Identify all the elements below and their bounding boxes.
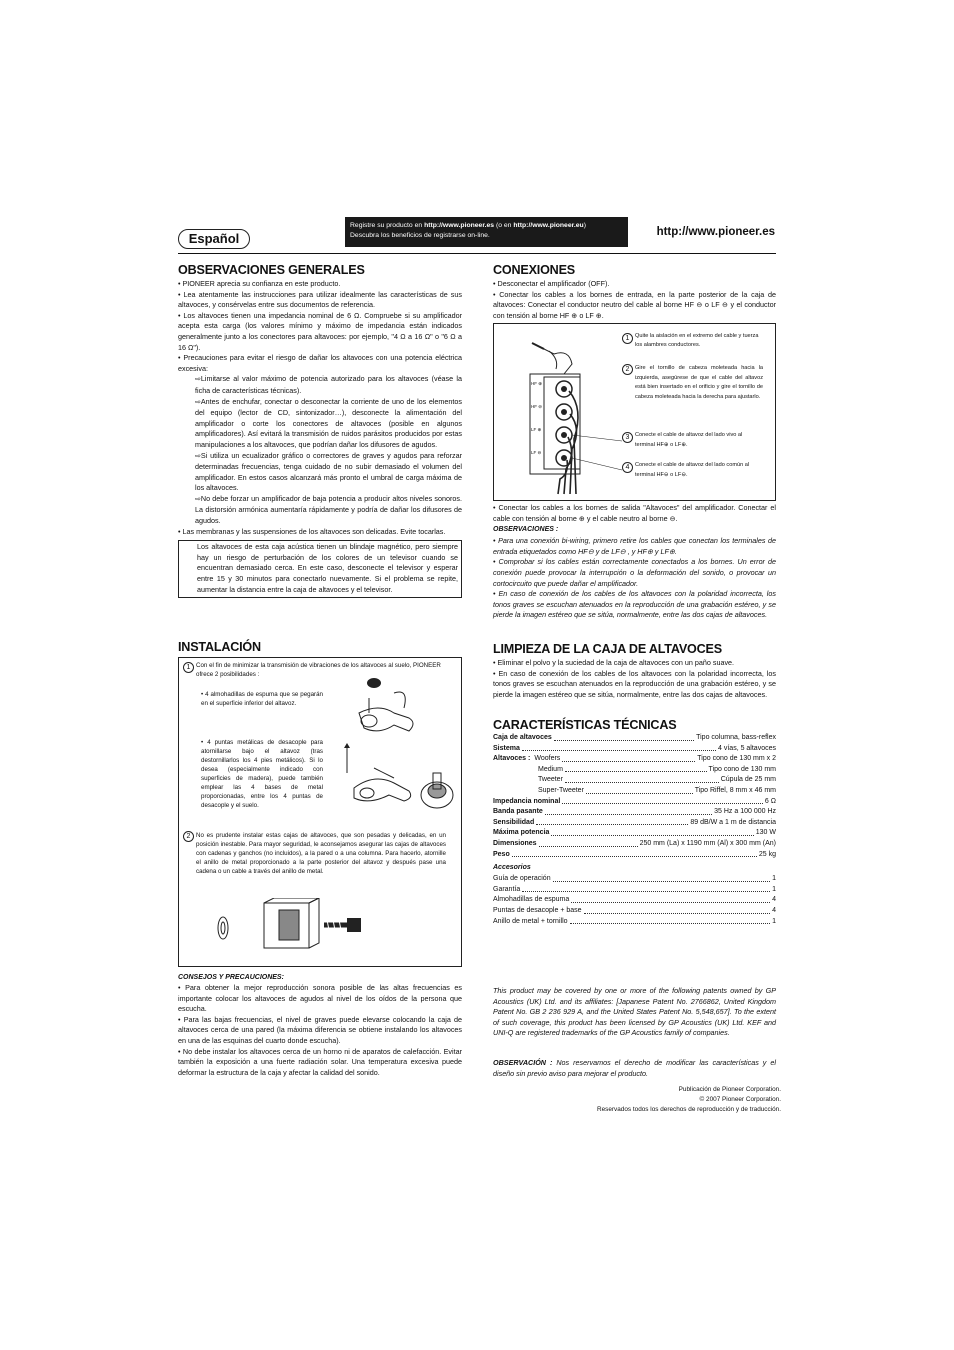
spec-row [493,754,776,765]
language-badge [178,229,250,249]
obs-sub2-text: Antes de enchufar, conectar o desconectar la corriente de uno de los elementos del equipo (lector de CD, sintonizador…), desconecte la alimentación del amplificador o corte los conectores de altavoces (posible en algunos amplificadores). Así evitará la transmisión de ruidos parásitos producidos por estas manipulaciones a los altavoces, que podrían dañar los difusores de agudos. [195,396,462,449]
registration-banner [345,217,628,247]
accessory-label: Guía de operación [493,875,551,883]
dot-leader [545,807,712,815]
terminal-illustration [504,329,624,499]
modification-note-label: OBSERVACIÓN : [493,1058,553,1067]
spec-value: 35 Hz a 100 000 Hz [714,808,776,816]
arrow-icon: ⇨ [195,376,201,384]
wall-anchor-illustration [209,898,379,958]
conn-obs-1: • Para una conexión bi-wiring, primero retire los cables que conectan los terminales de entrada etiquetados como HF⊖ y de LF⊖ , y HF⊕ y LF⊕. [493,536,776,556]
foot-illustration [339,673,459,823]
spec-label: Tweeter [538,776,563,784]
obs-sub1-text: Limitarse al valor máximo de potencia autorizado para los altavoces (véase la ficha de características técnicas). [195,374,462,395]
terminal-label-hf-plus: HF ⊕ [531,381,543,386]
header-rule [178,253,776,254]
spec-label: Sensibilidad [493,818,535,826]
spec-row [493,839,776,850]
spec-row [493,733,776,744]
accessory-label: Garantía [493,885,521,893]
spec-label: Banda pasante [493,808,543,816]
specs-table [493,733,776,860]
spec-value: 25 kg [758,850,776,858]
clean-p1: • Eliminar el polvo y la suciedad de la caja de altavoces con un paño suave. [493,658,735,667]
conn-p2: • Conectar los cables a los bornes de entrada, en la parte posterior de la caja de altavoces: Conectar el conductor neutro del cable al borne HF ⊖ o LF ⊖ y el conductor con tensión al borne HF ⊕ o LF ⊕. [493,289,776,320]
tips-section [178,973,462,1078]
spec-value: Tipo cono de 130 mm [708,765,776,773]
connections-section [493,263,776,321]
dot-leader [553,874,770,882]
dot-leader [554,733,694,741]
tips-p1: • Para obtener la mejor reproducción sonora posible de las altas frecuencias es importante colocar los altavoces de agudos al nivel de los oídos de la persona que escucha. [178,983,462,1014]
spec-value: 130 W [755,829,776,837]
register-url-es[interactable]: http://www.pioneer.es [424,222,495,229]
conn-p3: • Conectar los cables a los bornes de salida "Altavoces" del amplificador. Conectar el cable con tensión al borne ⊕ y el cable neutro al borne ⊖. [493,503,776,523]
obs-sub4 [178,494,462,527]
tv-warning-text: Los altavoces de esta caja acústica tienen un blindaje magnético, pero siempre hay un riesgo de perturbación de los colores de un televisor cuando se encuentran demasiado cerca. En este caso, desconecte el televisor y esperar entre 15 y 30 minutos para conectarlo nuevamente. Si el problema se repite, aumentar la distancia entre la caja de altavoces y el televisor. [197,542,458,594]
tv-warning-box [178,540,462,598]
conn-obs-title: OBSERVACIONES : [493,526,559,534]
language-label: Español [188,231,240,246]
spec-row [493,797,776,808]
accessory-quantity: 1 [772,875,776,883]
conn-step2-text: Gire el tornillo de cabeza moleteada hacia la izquierda, asegúrese de que el cable del altavoz está bien insertado en el orificio y gire el tornillo de cabeza moleteada hacia la derecha para ajustarlo. [635,365,763,400]
footer-rights: Reservados todos los derechos de reproducción y de traducción. [596,1106,781,1113]
modification-note [493,1058,776,1079]
accessory-quantity: 1 [772,885,776,893]
install-option-spikes: • 4 puntas metálicas de desacople para atornillarse bajo el altavoz (tras destornillarlos los 4 pies metálicos). Si lo desea (especialmente indicado con superficies de madera), puede también emplear las 4 bases de metal proporcionadas, entre los 4 puntas de desacople y el suelo. [201,739,323,809]
accessory-quantity: 1 [772,917,776,925]
obs-sub1 [178,374,462,396]
conn-step1-text: Quite la aislación en el extremo del cable y tuerza los alambres conductores. [635,333,759,348]
accessory-row [493,906,776,917]
footer-publisher: Publicación de Pioneer Corporation. [678,1086,781,1093]
conn-obs-2: • Comprobar si los cables están correctamente conectados a los bornes. Un error de conexión puede provocar la interrupción o la deformación del sonido, o provocar un cortocircuito que puede dañar el amplificador. [493,557,776,588]
spec-label: Dimensiones [493,839,537,847]
register-line2: Descubra los beneficios de registrarse on-line. [350,232,490,239]
section-title-conexiones: CONEXIONES [493,263,575,277]
spec-row [493,850,776,861]
accessory-quantity: 4 [772,906,776,914]
dot-leader [584,906,771,914]
accessory-label: Almohadillas de espuma [493,896,570,904]
footer-copyright: © 2007 Pioneer Corporation. [699,1096,781,1103]
terminal-label-lf-plus: LF ⊕ [531,427,542,432]
conn-p1: • Desconectar el amplificador (OFF). [493,279,610,288]
register-text-a: Registre su producto en [350,222,425,229]
footer [560,1085,781,1115]
section-title-caracteristicas: CARACTERÍSTICAS TÉCNICAS [493,718,677,732]
register-text-c: ) [583,222,586,229]
arrow-icon: ⇨ [195,452,201,460]
spec-row [493,818,776,829]
site-url[interactable]: http://www.pioneer.es [656,226,775,238]
spec-value: Cúpula de 25 mm [720,776,776,784]
dot-leader [570,917,771,925]
spec-label: Máxima potencia [493,829,550,837]
section-title-limpieza: LIMPIEZA DE LA CAJA DE ALTAVOCES [493,642,722,656]
accessories-table [493,874,776,927]
modification-note-text: Nos reservamos el derecho de modificar las características y el diseño sin previo aviso para mejorar el producto. [493,1058,776,1078]
dot-leader [512,850,757,858]
step-number-2: 2 [183,831,194,842]
spec-value: 89 dB/W a 1 m de distancia [690,818,776,826]
spec-row [493,786,776,797]
dot-leader [562,797,763,805]
connection-diagram-box [493,323,776,501]
terminal-label-hf-minus: HF ⊖ [531,404,543,409]
obs-p1: • PIONEER aprecia su confianza en este producto. [178,279,341,288]
patent-notice: This product may be covered by one or more of the following patents owned by GP Acoustics (UK) Ltd. and its affiliates: [Japanese Patent No. 2766862, United Kingdom Patent No. GB 2 236 929 A, and the United States Patent No. 5,548,657]. To the extent of such coverage, this product has been licensed by GP Acoustics (UK) Ltd. KEF and UNI-Q are registered trademarks of the GP Acoustics family of companies. [493,986,776,1038]
conn-step-number-3: 3 [622,432,633,443]
accessory-quantity: 4 [772,896,776,904]
connections-notes [493,503,776,621]
dot-leader [565,775,719,783]
spec-value: 6 Ω [764,797,776,805]
dot-leader [522,744,716,752]
install-option-foam: • 4 almohadillas de espuma que se pegarán en el superficie inferior del altavoz. [201,691,323,707]
dot-leader [551,828,753,836]
tips-p3: • No debe instalar los altavoces cerca de un horno ni de aparatos de calefacción. Evitar también la exposición a una fuerte radiación solar. Una temperatura excesiva puede deformar la estructura de la caja y afectar la calidad del sonido. [178,1046,462,1077]
clean-p2: • En caso de conexión de los cables de los altavoces con la polaridad incorrecta, los tonos graves se escuchan atenuados en la reproducción de una grabación estéreo, y se pierde la imagen estéreo que se sitúa, normalmente, entre las dos cajas de altavoces. [493,668,776,699]
dot-leader [536,818,688,826]
spec-label: Altavoces : [493,755,531,763]
spec-label: Caja de altavoces [493,734,552,741]
accessory-label: Puntas de desacople + base [493,906,582,914]
spec-label: Peso [493,850,510,858]
accessory-label: Anillo de metal + tornillo [493,917,568,925]
obs-sub2 [178,397,462,451]
dot-leader [539,839,638,847]
observaciones-body [178,279,462,537]
spec-value: Tipo Riffel, 8 mm x 46 mm [694,786,776,794]
register-text-b: (o en [494,222,514,229]
tips-p2: • Para las bajas frecuencias, el nivel de graves puede elevarse colocando la caja de altavoces cerca de una pared (la máxima diferencia se obtiene instalando los altavoces en una de las esquinas del cuarto donde escucha). [178,1014,462,1045]
obs-sub3 [178,451,462,494]
register-url-eu[interactable]: http://www.pioneer.eu [513,222,584,229]
spec-row [493,807,776,818]
arrow-icon: ⇨ [195,398,201,406]
accessory-row [493,895,776,906]
spec-label: Medium [538,765,563,773]
obs-p5: • Las membranas y las suspensiones de los altavoces son delicadas. Evite tocarlas. [178,526,446,536]
dot-leader [522,885,770,893]
dot-leader [586,786,693,794]
arrow-icon: ⇨ [195,495,201,503]
obs-sub4-text: No debe forzar un amplificador de baja potencia a producir altos niveles sonoros. La distorsión armónica aumentaría rápidamente y podría de dañar los difusores de agudos. [195,493,462,526]
spec-row [493,765,776,776]
dot-leader [565,765,707,773]
installation-box [178,657,462,967]
specs-section [493,718,776,927]
spec-label: Sistema [493,744,520,752]
spec-label: Impedancia nominal [493,797,561,805]
conn-step3-text: Conecte el cable de altavoz del lado vivo al terminal HF⊕ o LF⊕. [635,432,743,448]
obs-p2: • Lea atentamente las instrucciones para utilizar idealmente las características de sus altavoces, y consérvelas entre sus documentos de referencia. [178,289,462,310]
obs-p4: • Precauciones para evitar el riesgo de dañar los altavoces con una potencia eléctrica excesiva: [178,353,462,373]
accessories-title: Accesorios [493,864,531,872]
conn-step-number-4: 4 [622,462,633,473]
spec-row [493,744,776,755]
spec-row [493,828,776,839]
spec-label: Super-Tweeter [538,786,584,794]
section-title-observaciones: OBSERVACIONES GENERALES [178,263,365,277]
step-number-1: 1 [183,662,194,673]
spec-value: 250 mm (La) x 1190 mm (Al) x 300 mm (An) [639,839,776,847]
install-step1-text: Con el fin de minimizar la transmisión de vibraciones de los altavoces al suelo, PIONEER ofrece 2 posibilidades : [196,662,441,678]
accessory-row [493,885,776,896]
install-step2-text: No es prudente instalar estas cajas de altavoces, que son pesadas y delicadas, en un posición inestable. Para mayor seguridad, le aconsejamos asegurar las cajas de altavoces con cadenas y ganchos (no incluidos), a la pared o a una columna. Para hacerlo, atornille el anillo de metal proporcionado a la parte posterior del altavoz y después pase una cadena o un cable a través del anillo de metal. [196,832,446,875]
accessory-row [493,917,776,928]
section-title-instalacion: INSTALACIÓN [178,640,261,654]
spec-sublabel: Woofers [534,755,561,763]
spec-value: 4 vías, 5 altavoces [718,744,776,752]
dot-leader [562,754,695,762]
tips-title: CONSEJOS Y PRECAUCIONES: [178,974,284,981]
spec-value: Tipo columna, bass-reflex [696,734,776,741]
conn-step-number-1: 1 [622,333,633,344]
conn-step-number-2: 2 [622,364,633,375]
conn-step4-text: Conecte el cable de altavoz del lado común al terminal HF⊖ o LF⊖. [635,462,750,478]
cleaning-section [493,642,776,700]
obs-p3: • Los altavoces tienen una impedancia nominal de 6 Ω. Compruebe si su amplificador acepta esta carga (los valores mínimo y máximo de impedancia están indicados generalmente junto a los conectores para altavoces: por ejemplo, "4 Ω a 16 Ω" o "6 Ω a 16 Ω"). [178,310,462,352]
conn-obs-3: • En caso de conexión de los cables de los altavoces con la polaridad incorrecta, los tonos graves se escuchan atenuados en la reproducción de una grabación estéreo, y se pierde la imagen estéreo que se sitúa, normalmente, entre las dos cajas de altavoces. [493,589,776,620]
accessory-row [493,874,776,885]
terminal-label-lf-minus: LF ⊖ [531,450,542,455]
obs-sub3-text: Si utiliza un ecualizador gráfico o correctores de graves y agudos para reforzar determinadas frecuencias, tenga cuidado de no subir demasiado el volumen del amplificador. En estos casos alcanzará más pronto el umbral de carga máxima de los altavoces. [195,450,462,493]
spec-value: Tipo cono de 130 mm x 2 [697,755,776,763]
dot-leader [571,895,770,903]
left-column [178,263,462,598]
spec-row [493,775,776,786]
